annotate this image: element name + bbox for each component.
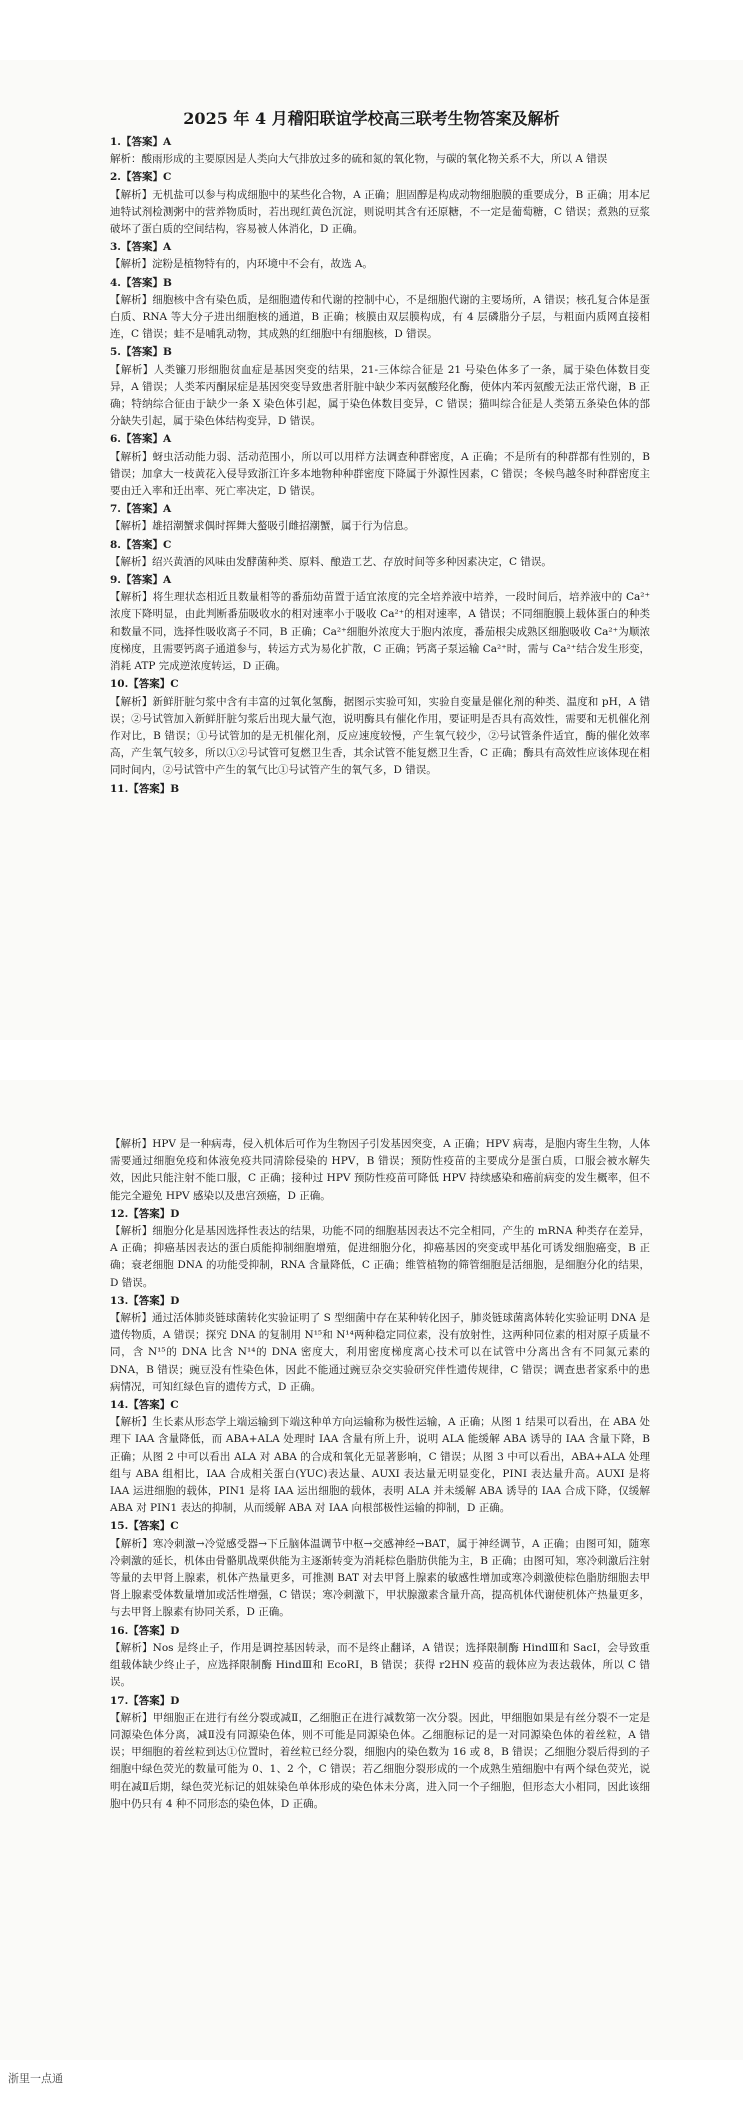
explanation-text: 【解析】细胞核中含有染色质，是细胞遗传和代谢的控制中心，不是细胞代谢的主要场所，A 错误；核孔复合体是蛋白质、RNA 等大分子进出细胞核的通道，B 正确；核膜由双层膜构成，有 4 层磷脂分子层，与粗面内质网直接相连，C 错误；蛙不是哺乳动物，其成熟的红细胞中有细胞核，D 错误。 (110, 293, 650, 341)
page-1-content (110, 134, 650, 798)
answer-line: 8.【答案】C (110, 538, 172, 551)
explanation-text: 【解析】人类镰刀形细胞贫血症是基因突变的结果，21-三体综合征是 21 号染色体多了一条，属于染色体数目变异，A 错误；人类苯丙酮尿症是基因突变导致患者肝脏中缺少苯丙氨酸羟化酶，使体内苯丙氨酸无法正常代谢，B 正确；特纳综合征由于缺少一条 X 染色体引起，属于染色体数目变异，C 错误；猫叫综合征是人类第五条染色体的部分缺失引起，属于染色体结构变异，D 错误。 (110, 363, 650, 428)
answer-line: 10.【答案】C (110, 678, 179, 691)
answer-line: 4.【答案】B (110, 276, 172, 289)
watermark-label: 浙里一点通 (8, 2072, 63, 2085)
explanation-text: 【解析】Nos 是终止子，作用是调控基因转录，而不是终止翻译，A 错误；选择限制酶 HindⅢ和 SacⅠ，会导致重组载体缺少终止子，应选择限制酶 HindⅢ和 EcoRⅠ，B 错误；获得 r2HN 疫苗的载体应为表达载体，所以 C 错误。 (110, 1641, 650, 1689)
answer-line: 2.【答案】C (110, 171, 172, 184)
explanation-text: 【解析】雄招潮蟹求偶时挥舞大螯吸引雌招潮蟹，属于行为信息。 (110, 520, 415, 533)
explanation-text: 【解析】寒冷刺激→冷觉感受器→下丘脑体温调节中枢→交感神经→BAT，属于神经调节，A 正确；由图可知，随寒冷刺激的延长，机体由骨骼肌战栗供能为主逐渐转变为消耗棕色脂肪供能为主，B 正确；由图可知，寒冷刺激后注射等量的去甲肾上腺素，机体产热量更多，可推测 BAT 对去甲肾上腺素的敏感性增加或寒冷刺激使棕色脂肪细胞去甲肾上腺素受体数量增加或活性增强，C 错误；寒冷刺激下，甲状腺激素含量升高，提高机体代谢使机体产热量更多，与去甲肾上腺素有协同关系，D 正确。 (110, 1537, 650, 1619)
page-2-content (110, 1136, 650, 1814)
explanation-text: 【解析】将生理状态相近且数量相等的番茄幼苗置于适宜浓度的完全培养液中培养，一段时间后，培养液中的 Ca²⁺浓度下降明显，由此判断番茄吸收水的相对速率小于吸收 Ca²⁺的相对速率，A 错误；不同细胞膜上载体蛋白的种类和数量不同，选择性吸收离子不同，B 正确；Ca²⁺细胞外浓度大于胞内浓度，番茄根尖成熟区细胞吸收 Ca²⁺为顺浓度梯度，且需要钙离子通道参与，转运方式为易化扩散，C 正确；钙离子泵运输 Ca²⁺时，需与 Ca²⁺结合发生形变，消耗 ATP 完成逆浓度转运，D 正确。 (110, 591, 650, 673)
answer-line: 6.【答案】A (110, 433, 172, 446)
explanation-text: 【解析】生长素从形态学上端运输到下端这种单方向运输称为极性运输，A 正确；从图 1 结果可以看出，在 ABA 处理下 IAA 含量降低，而 ABA+ALA 处理时 IAA 含量有所上升，说明 ALA 能缓解 ABA 诱导的 IAA 含量下降，B 正确；从图 2 中可以看出 ALA 对 ABA 的合成和氧化无显著影响，C 错误；从图 3 中可以看出，ABA+ALA 处理组与 ABA 组相比，IAA 合成相关蛋白(YUC)表达量、AUXI 表达量无明显变化，PINI 表达量升高。AUXI 是将 IAA 运进细胞的载体，PIN1 是将 IAA 运出细胞的载体，表明 ALA 并未缓解 ABA 诱导的 IAA 合成下降，仅缓解 ABA 对 PIN1 表达的抑制，从而缓解 ABA 对 IAA 向根部极性运输的抑制，D 正确。 (110, 1416, 650, 1515)
answer-line: 11.【答案】B (110, 782, 180, 795)
answer-line: 17.【答案】D (110, 1694, 180, 1707)
answer-line: 14.【答案】C (110, 1399, 179, 1412)
explanation-text: 【解析】蚜虫活动能力弱、活动范围小，所以可以用样方法调查种群密度，A 正确；不是所有的种群都有性别的，B 错误；加拿大一枝黄花入侵导致浙江许多本地物种种群密度下降属于外源性因素，C 错误；冬候鸟越冬时种群密度主要由迁入率和迁出率、死亡率决定，D 错误。 (110, 450, 650, 498)
answer-line: 3.【答案】A (110, 241, 172, 254)
document-title: 2025 年 4 月稽阳联谊学校高三联考生物答案及解析 (183, 109, 560, 128)
answer-line: 9.【答案】A (110, 574, 172, 587)
page-1 (0, 60, 743, 1040)
answer-line: 12.【答案】D (110, 1207, 180, 1220)
answer-line: 1.【答案】A (110, 136, 172, 148)
explanation-text: 【解析】绍兴黄酒的风味由发酵菌种类、原料、酿造工艺、存放时间等多种因素决定，C 错误。 (110, 555, 552, 568)
page-gap (0, 1040, 743, 1080)
answer-line: 13.【答案】D (110, 1294, 180, 1307)
explanation-text: 【解析】HPV 是一种病毒，侵入机体后可作为生物因子引发基因突变，A 正确；HPV 病毒，是胞内寄生生物，人体需要通过细胞免疫和体液免疫共同清除侵染的 HPV，B 错误；预防性疫苗的主要成分是蛋白质，口服会被水解失效，因此只能注射不能口服，C 正确；接种过 HPV 预防性疫苗可降低 HPV 持续感染和癌前病变的发生概率，但不能完全避免 HPV 感染以及患宫颈癌，D 正确。 (110, 1138, 650, 1202)
explanation-text: 【解析】无机盐可以参与构成细胞中的某些化合物，A 正确；胆固醇是构成动物细胞膜的重要成分，B 正确；用本尼迪特试剂检测粥中的营养物质时，若出现红黄色沉淀，则说明其含有还原糖，不一定是葡萄糖，C 错误；煮熟的豆浆破坏了蛋白质的空间结构，容易被人体消化，D 正确。 (110, 188, 650, 236)
explanation-text: 解析：酸雨形成的主要原因是人类向大气排放过多的硫和氮的氧化物，与碳的氧化物关系不大，所以 A 错误 (110, 153, 608, 166)
explanation-text: 【解析】通过活体肺炎链球菌转化实验证明了 S 型细菌中存在某种转化因子，肺炎链球菌离体转化实验证明 DNA 是遗传物质，A 错误；探究 DNA 的复制用 N¹⁵和 N¹⁴两种稳定同位素，没有放射性，这两种同位素的相对原子质量不同，含 N¹⁵的 DNA 比含 N¹⁴的 DNA 密度大，利用密度梯度离心技术可以在试管中分离出含有不同氮元素的 DNA，B 错误；豌豆没有性染色体，因此不能通过豌豆杂交实验研究伴性遗传规律，C 错误；调查患者家系中的患病情况，可知红绿色盲的遗传方式，D 正确。 (110, 1312, 650, 1393)
answer-line: 16.【答案】D (110, 1624, 180, 1637)
explanation-text: 【解析】甲细胞正在进行有丝分裂或减Ⅱ，乙细胞正在进行减数第一次分裂。因此，甲细胞如果是有丝分裂不一定是同源染色体分离，减Ⅱ没有同源染色体，则不可能是同源染色体。乙细胞标记的是一对同源染色体的着丝粒，A 错误；甲细胞的着丝粒到达①位置时，着丝粒已经分裂，细胞内的染色数为 16 或 8，B 错误；乙细胞分裂后得到的子细胞中绿色荧光的数量可能为 0、1、2 个，C 错误；若乙细胞分裂形成的一个成熟生殖细胞中有两个绿色荧光，说明在减Ⅱ后期，绿色荧光标记的姐妹染色单体形成的染色体未分离，进入同一个子细胞，但形态大小相同，因此该细胞中仍只有 4 种不同形态的染色体，D 正确。 (110, 1711, 650, 1810)
explanation-text: 【解析】新鲜肝脏匀浆中含有丰富的过氧化氢酶，据图示实验可知，实验自变量是催化剂的种类、温度和 pH，A 错误；②号试管加入新鲜肝脏匀浆后出现大量气泡，说明酶具有催化作用，要证明是否具有高效性，需要和无机催化剂作对比，B 错误；①号试管加的是无机催化剂，反应速度较慢，产生氧气较少，②号试管条件适宜，酶的催化效率高，产生氧气较多，所以①②号试管可复燃卫生香，其余试管不能复燃卫生香，C 正确；酶具有高效性应该体现在相同时间内，②号试管中产生的氧气比①号试管产生的氧气多，D 错误。 (110, 695, 650, 777)
answer-line: 7.【答案】A (110, 503, 172, 516)
answer-line: 15.【答案】C (110, 1520, 179, 1533)
page-2 (0, 1080, 743, 2060)
explanation-text: 【解析】细胞分化是基因选择性表达的结果，功能不同的细胞基因表达不完全相同，产生的 mRNA 种类存在差异，A 正确；抑癌基因表达的蛋白质能抑制细胞增殖，促进细胞分化，抑癌基因的突变或甲基化可诱发细胞癌变，B 正确；衰老细胞 DNA 的功能受抑制，RNA 含量降低，C 正确；维管植物的筛管细胞是活细胞，是细胞分化的结果，D 错误。 (110, 1225, 650, 1289)
answer-line: 5.【答案】B (110, 346, 172, 359)
explanation-text: 【解析】淀粉是植物特有的，内环境中不会有，故选 A。 (110, 258, 373, 271)
